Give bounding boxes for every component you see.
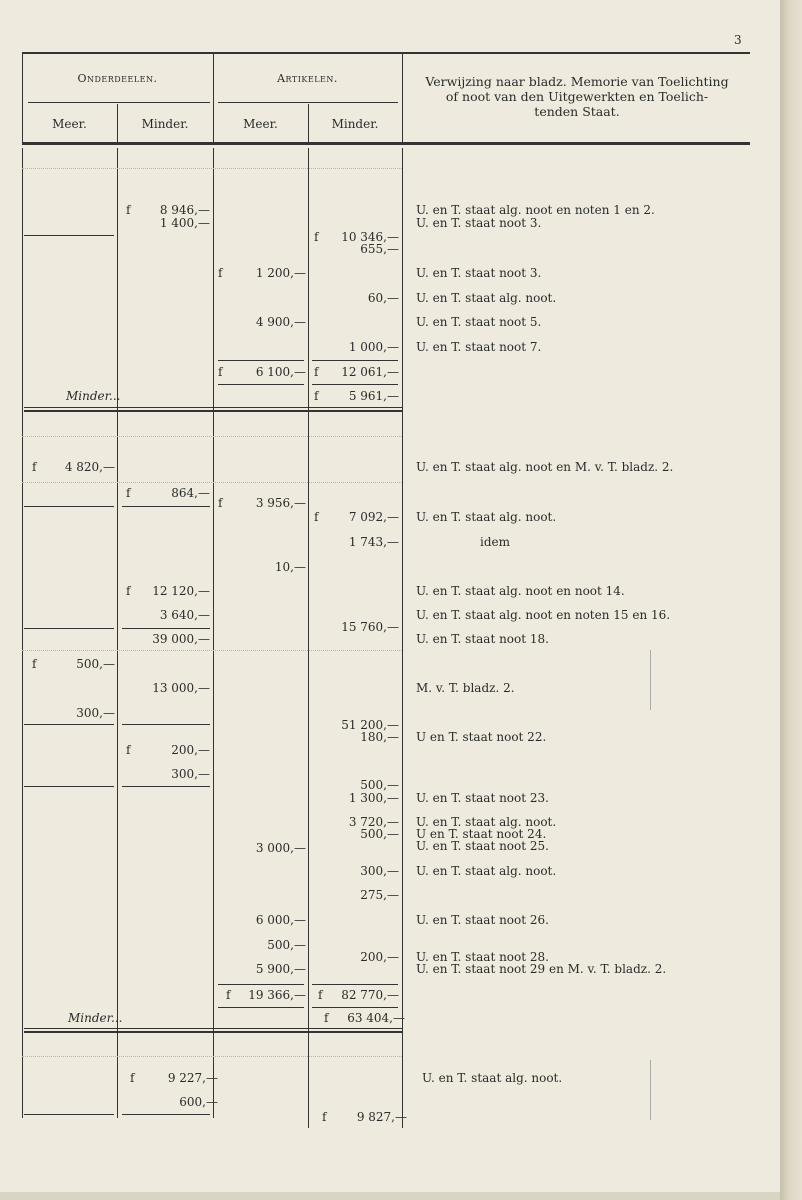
faint-mark — [650, 650, 651, 710]
amount-artikelen-minder: 1 300,— — [348, 791, 399, 805]
top-rule — [22, 52, 750, 54]
reference-text: U. en T. staat noot 7. — [416, 340, 542, 354]
amount-artikelen-minder: 180,— — [360, 730, 399, 744]
rule — [24, 628, 114, 629]
rule — [218, 360, 304, 361]
rule — [218, 1007, 304, 1008]
florin-sign: f — [226, 988, 231, 1002]
amount-artikelen-minder: 10 346,— — [341, 230, 399, 244]
reference-text: U. en T. staat noot 3. — [416, 266, 542, 280]
rule — [24, 235, 114, 236]
amount-onderdeelen-minder: 3 640,— — [159, 608, 210, 622]
page-edge — [780, 0, 802, 1200]
amount-artikelen-meer: 5 900,— — [255, 962, 306, 976]
guide-line — [22, 436, 402, 437]
amount-artikelen-minder: 9 827,— — [356, 1110, 407, 1124]
header-meer-2: Meer. — [243, 117, 278, 131]
guide-line — [22, 650, 402, 651]
amount-artikelen-minder: 500,— — [360, 778, 399, 792]
header-reference-line-1: Verwijzing naar bladz. Memorie van Toelichting — [425, 74, 729, 89]
reference-text: U. en T. staat noot 25. — [416, 839, 549, 853]
subtotal-artikelen-meer: 6 100,— — [255, 365, 306, 379]
double-rule — [24, 1031, 402, 1033]
amount-onderdeelen-minder: 864,— — [171, 486, 210, 500]
amount-artikelen-meer: 6 000,— — [255, 913, 306, 927]
reference-text: U. en T. staat alg. noot en noten 15 en 16. — [416, 608, 671, 622]
double-rule — [24, 407, 402, 408]
florin-sign: f — [218, 496, 223, 510]
rule — [312, 984, 398, 985]
difference-amount: 5 961,— — [348, 389, 399, 403]
amount-artikelen-meer: 10,— — [274, 560, 306, 574]
reference-text: U en T. staat noot 22. — [416, 730, 547, 744]
reference-text: U. en T. staat alg. noot. — [416, 815, 557, 829]
guide-line — [22, 168, 402, 169]
amount-artikelen-minder: 655,— — [360, 242, 399, 256]
header-artikelen: Artikelen. — [277, 72, 338, 85]
florin-sign: f — [126, 743, 131, 757]
difference-amount: 63 404,— — [347, 1011, 405, 1025]
column-line — [22, 148, 23, 1118]
florin-sign: f — [218, 266, 223, 280]
header-minder-2: Minder. — [331, 117, 379, 131]
faint-mark — [650, 1060, 651, 1120]
reference-text: U. en T. staat noot 26. — [416, 913, 549, 927]
reference-text: U. en T. staat alg. noot. — [422, 1071, 563, 1085]
florin-sign: f — [318, 988, 323, 1002]
amount-artikelen-minder: 15 760,— — [341, 620, 399, 634]
florin-sign: f — [32, 460, 37, 474]
rule — [24, 724, 114, 725]
rule — [122, 506, 210, 507]
reference-text: U. en T. staat alg. noot. — [416, 864, 557, 878]
rule — [24, 786, 114, 787]
amount-artikelen-meer: 500,— — [267, 938, 306, 952]
rule — [122, 1114, 210, 1115]
amount-artikelen-minder: 1 743,— — [348, 535, 399, 549]
reference-text: U. en T. staat noot 5. — [416, 315, 542, 329]
amount-artikelen-minder: 1 000,— — [348, 340, 399, 354]
double-rule — [24, 1028, 402, 1029]
guide-line — [22, 1056, 402, 1057]
amount-onderdeelen-minder: 8 946,— — [159, 203, 210, 217]
amount-onderdeelen-minder: 13 000,— — [152, 681, 210, 695]
reference-text: U. en T. staat noot 3. — [416, 216, 542, 230]
reference-text: U. en T. staat noot 28. — [416, 950, 549, 964]
amount-artikelen-minder: 51 200,— — [341, 718, 399, 732]
rule — [24, 1114, 114, 1115]
rule — [218, 984, 304, 985]
header-bottom-rule — [22, 142, 750, 145]
florin-sign: f — [130, 1071, 135, 1085]
amount-artikelen-minder: 500,— — [360, 827, 399, 841]
florin-sign: f — [126, 584, 131, 598]
minder-label: Minder... — [66, 389, 121, 403]
subheader-rule — [28, 102, 210, 103]
subtotal-artikelen-minder: 82 770,— — [341, 988, 399, 1002]
reference-text: U. en T. staat alg. noot en noten 1 en 2. — [416, 203, 655, 217]
column-line — [402, 148, 403, 1128]
florin-sign: f — [32, 657, 37, 671]
florin-sign: f — [322, 1110, 327, 1124]
florin-sign: f — [314, 389, 319, 403]
amount-artikelen-meer: 3 956,— — [255, 496, 306, 510]
amount-onderdeelen-meer: 300,— — [76, 706, 115, 720]
subtotal-artikelen-meer: 19 366,— — [248, 988, 306, 1002]
reference-text: U. en T. staat alg. noot. — [416, 291, 557, 305]
amount-onderdeelen-minder: 200,— — [171, 743, 210, 757]
amount-onderdeelen-minder: 12 120,— — [152, 584, 210, 598]
subtotal-artikelen-minder: 12 061,— — [341, 365, 399, 379]
header-reference-line-2: of noot van den Uitgewerkten en Toelich- — [445, 89, 709, 104]
rule — [24, 506, 114, 507]
reference-text: U. en T. staat noot 29 en M. v. T. bladz. 2. — [416, 962, 667, 976]
amount-onderdeelen-minder: 39 000,— — [152, 632, 210, 646]
reference-text: U. en T. staat alg. noot. — [416, 510, 557, 524]
page-number: 3 — [734, 33, 742, 47]
amount-artikelen-minder: 300,— — [360, 864, 399, 878]
rule — [122, 724, 210, 725]
amount-artikelen-meer: 4 900,— — [255, 315, 306, 329]
reference-text: U. en T. staat noot 23. — [416, 791, 549, 805]
rule — [312, 1007, 398, 1008]
florin-sign: f — [126, 203, 131, 217]
amount-artikelen-minder: 7 092,— — [348, 510, 399, 524]
subheader-rule — [218, 102, 398, 103]
amount-artikelen-meer: 1 200,— — [255, 266, 306, 280]
amount-onderdeelen-minder: 300,— — [171, 767, 210, 781]
reference-text: U. en T. staat alg. noot en noot 14. — [416, 584, 625, 598]
amount-onderdeelen-meer: 500,— — [76, 657, 115, 671]
amount-artikelen-minder: 200,— — [360, 950, 399, 964]
reference-text: M. v. T. bladz. 2. — [416, 681, 515, 695]
header-divider — [402, 54, 403, 142]
amount-artikelen-minder: 275,— — [360, 888, 399, 902]
rule — [122, 628, 210, 629]
rule — [312, 384, 398, 385]
double-rule — [24, 410, 402, 412]
florin-sign: f — [218, 365, 223, 379]
florin-sign: f — [314, 510, 319, 524]
rule — [218, 384, 304, 385]
florin-sign: f — [314, 365, 319, 379]
amount-onderdeelen-minder: 600,— — [179, 1095, 218, 1109]
rule — [122, 786, 210, 787]
header-minder-1: Minder. — [141, 117, 189, 131]
florin-sign: f — [324, 1011, 329, 1025]
guide-line — [22, 482, 402, 483]
amount-artikelen-minder: 3 720,— — [348, 815, 399, 829]
florin-sign: f — [314, 230, 319, 244]
reference-text: idem — [480, 535, 510, 549]
rule — [312, 360, 398, 361]
header-reference-line-3: tenden Staat. — [534, 104, 620, 119]
reference-text: U. en T. staat noot 18. — [416, 632, 549, 646]
amount-onderdeelen-minder: 1 400,— — [159, 216, 210, 230]
florin-sign: f — [126, 486, 131, 500]
amount-onderdeelen-meer: 4 820,— — [64, 460, 115, 474]
minder-label: Minder... — [68, 1011, 123, 1025]
header-onderdeelen: Onderdeelen. — [77, 72, 158, 85]
header-meer-1: Meer. — [52, 117, 87, 131]
reference-text: U en T. staat noot 24. — [416, 827, 547, 841]
amount-artikelen-meer: 3 000,— — [255, 841, 306, 855]
amount-artikelen-minder: 60,— — [367, 291, 399, 305]
reference-text: U. en T. staat alg. noot en M. v. T. bladz. 2. — [416, 460, 674, 474]
amount-onderdeelen-minder: 9 227,— — [167, 1071, 218, 1085]
